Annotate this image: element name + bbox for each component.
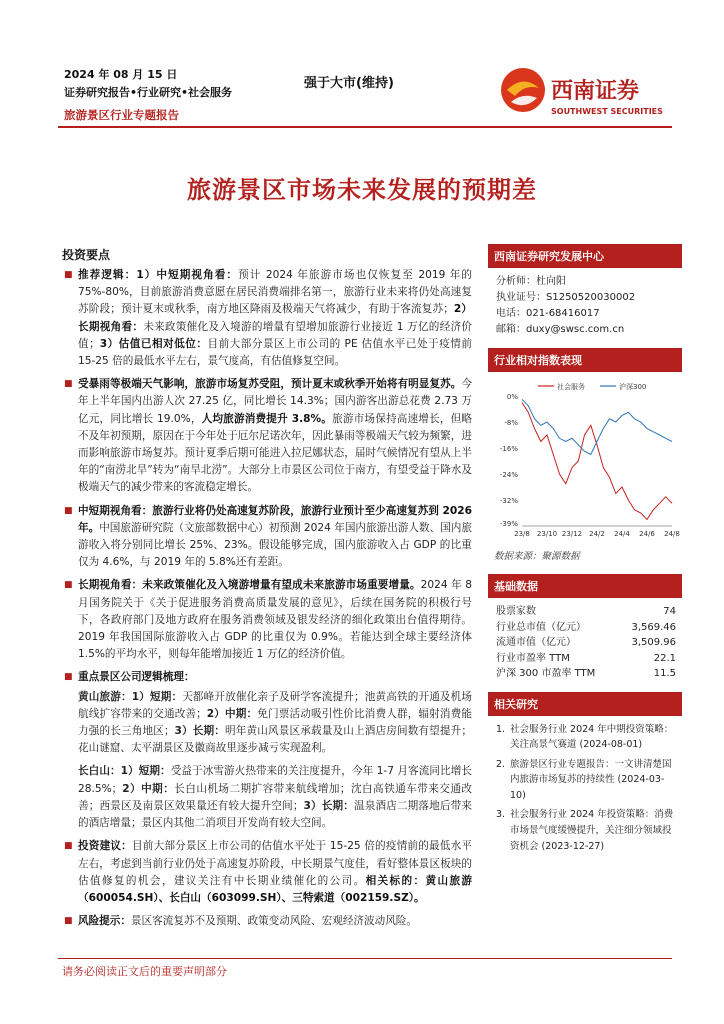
- header-divider: [58, 126, 672, 128]
- x-tick-label: 23/8: [514, 530, 530, 538]
- x-tick-label: 24/8: [664, 530, 680, 538]
- para-long-term: ■ 长期视角看：未来政策催化及入境游增量有望成未来旅游市场重要增量。2024 年 8 月国务院关于《关于促进服务消费高质量发展的意见》，后续在国务院的积极行号下，各政府部门及地方政府在服务消费领域及银发经济的细化政策出台值得期待。2019 年我国国际旅游收入占 GDP 的比重仅为 0.9%。若能达到全球主要经济体 1.5%的平均水平，则每年能增加接近 1 万亿的经济价值。: [64, 579, 473, 661]
- analyst-name: 分析师：杜向阳: [496, 276, 566, 287]
- logo-cn: 西南证券: [551, 79, 640, 104]
- stat-value: 22.1: [653, 652, 676, 664]
- x-tick-label: 24/2: [589, 530, 605, 538]
- analyst-license: 执业证号：S1250520030002: [496, 292, 636, 303]
- para-investment: ■ 投资建议：目前大部分景区上市公司的估值水平处于 15-25 倍的疫情前的最低水平左右，考虑到当前行业仍处于高速复苏阶段，中长期景气度佳，看好整体景区板块的估值修复的机会，建议关注有中长期业绩催化的公司。相关标的：黄山旅游（600054.SH）、长白山（603099.SH）、三特索道（002159.SZ）。: [64, 840, 473, 904]
- y-tick-label: -32%: [499, 497, 518, 505]
- report-category: 证券研究报告•行业研究•社会服务: [64, 86, 233, 99]
- related-title: 相关研究: [488, 692, 682, 716]
- top-strip: [0, 0, 724, 8]
- related-num: 1.: [496, 723, 506, 735]
- logo-mark-icon: [497, 66, 677, 122]
- x-tick-label: 24/6: [639, 530, 655, 538]
- analyst-phone: 电话：021-68416017: [496, 308, 600, 319]
- bullet-icon: ■: [64, 505, 73, 516]
- related-text: 旅游景区行业专题报告：一文讲清楚国内旅游市场复苏的持续性 (2024-03-10): [510, 758, 672, 801]
- para-companies-head: ■ 重点景区公司逻辑梳理：: [64, 671, 195, 684]
- para-short-term: ■ 中短期视角看：旅游行业将仍处高速复苏阶段，旅游行业预计至少高速复苏到 2026 年。中国旅游研究院（文旅部数据中心）初预测 2024 年国内旅游出游人数、国内旅游收入将分别同比增长 25%、23%。假设能够完成，国内旅游收入占 GDP 的比重仅为 4.6%，与 2019 年的 5.8%还有差距。: [64, 504, 472, 569]
- footer-divider: [58, 958, 672, 959]
- bullet-icon: ■: [64, 270, 73, 280]
- related-text: 社会服务行业 2024 年投资策略：消费市场景气度缓慢提升，关注细分领域投资机会 (2023-12-27): [510, 809, 674, 852]
- para-logic: ■ 推荐逻辑：1）中短期视角看：预计 2024 年旅游市场也仅恢复至 2019 年的 75%-80%，目前旅游消费意愿在居民消费端排名第一，旅游行业未来将仍处高速复苏阶段；预计夏末或秋季，南方地区降雨及极端天气将减少，有助于客流复苏；2）长期视角看：未来政策催化及入境游的增量有望增加旅游行业接近 1 万亿的经济价值；3）估值已相对低位：目前大部分景区上市公司的 PE 估值水平已处于疫情前 15-25 倍的最低水平左右，景气度高，有估值修复空间。: [64, 269, 473, 368]
- stat-label: 股票家数: [496, 606, 536, 617]
- related-num: 2.: [496, 758, 506, 770]
- x-tick-label: 23/12: [561, 530, 583, 538]
- bullet-icon: ■: [64, 672, 73, 683]
- series-line-0: [522, 403, 672, 520]
- stat-value: 3,569.46: [631, 621, 676, 633]
- page-title: 旅游景区市场未来发展的预期差: [187, 176, 537, 204]
- index-chart: [488, 378, 682, 546]
- index-title: 行业相对指数表现: [488, 348, 682, 372]
- legend-label-1: 沪深300: [619, 383, 647, 391]
- y-tick-label: -16%: [499, 445, 518, 453]
- y-tick-label: -24%: [499, 471, 518, 479]
- company-logo: [497, 66, 677, 122]
- main-column: [62, 246, 472, 936]
- stat-row: [488, 620, 682, 636]
- changbaishan-logic: 长白山：1）短期：受益于冰雪游火热带来的关注度提升，今年 1-7 月客流同比增长 28.5%；2）中期：长白山机场二期扩容带来航线增加；沈白高铁通车带来交通改善；西景区及南景区效果量还有较大提升空间；3）长期：温泉酒店二期落地后带来的酒店增量；景区内其他二消项目开发尚有较大空间。: [78, 765, 472, 830]
- stat-row: [488, 666, 682, 682]
- bullet-icon: ■: [64, 379, 73, 390]
- bullet-icon: ■: [64, 916, 73, 927]
- stat-row: [488, 651, 682, 667]
- stat-value: 11.5: [653, 668, 676, 679]
- report-subtitle: 旅游景区行业专题报告: [64, 108, 179, 122]
- y-tick-label: 0%: [506, 393, 518, 401]
- stat-row: [488, 604, 682, 620]
- related-item[interactable]: [488, 722, 682, 753]
- y-tick-label: -39%: [499, 519, 518, 528]
- stats-list: [488, 604, 682, 682]
- index-chart-svg: [488, 378, 682, 546]
- chart-source: 数据来源：聚源数据: [494, 551, 580, 562]
- report-date: 2024 年 08 月 15 日: [64, 68, 178, 81]
- stat-label: 行业市盈率 TTM: [496, 652, 570, 664]
- section-title: 投资要点: [62, 248, 111, 262]
- related-item[interactable]: [488, 757, 682, 804]
- basic-data-title: 基础数据: [488, 574, 682, 598]
- y-tick-label: -8%: [504, 419, 518, 427]
- related-text: 社会服务行业 2024 年中期投资策略：关注高景气赛道 (2024-08-01): [510, 723, 674, 751]
- analyst-email[interactable]: 邮箱：duxy@swsc.com.cn: [496, 324, 625, 335]
- legend-label-0: 社会服务: [557, 383, 585, 391]
- bullet-icon: ■: [64, 841, 73, 852]
- stat-label: 流通市值（亿元）: [496, 637, 576, 648]
- bullet-icon: ■: [64, 580, 73, 591]
- x-tick-label: 24/4: [614, 530, 630, 538]
- research-center-title: 西南证券研究发展中心: [488, 244, 682, 268]
- x-tick-label: 23/10: [536, 530, 558, 538]
- huangshan-logic: 黄山旅游：1）短期：天都峰开放催化亲子及研学客流提升；池黄高铁的开通及机场航线扩容带来的交通改善；2）中期：免门票活动吸引性价比消费人群，辐射消费能力强的长三角地区；3）长期：明年黄山风景区承载量及山上酒店房间数有望提升；花山谜窟、太平湖景区及徽商故里逐步减亏实现盈利。: [78, 690, 473, 755]
- rating: 强于大市(维持): [304, 76, 394, 91]
- stat-row: [488, 635, 682, 651]
- related-list: [488, 722, 682, 855]
- related-item[interactable]: [488, 807, 682, 854]
- sidebar: [488, 244, 682, 858]
- para-weather: ■ 受暴雨等极端天气影响，旅游市场复苏受阻，预计夏末或秋季开始将有明显复苏。今年上半年国内出游人次 27.25 亿，同比增长 14.3%；国内游客出游总花费 2.73 万亿元，同比增长 19.0%，人均旅游消费提升 3.8%。旅游市场保持高速增长，但略不及年初预期，原因在于今年处于厄尔尼诺次年，因此暴雨等极端天气较为频繁，进而影响旅游市场复苏。预计夏季后期可能进入拉尼娜状态，届时气候情况有望从上半年的“南涝北旱”转为“南旱北涝”。大部分上市景区公司位于南方，有望受益于降水及极端天气的减少带来的客流稳定增长。: [64, 378, 473, 494]
- logo-en: SOUTHWEST SECURITIES: [551, 107, 663, 116]
- footer-disclaimer: 请务必阅读正文后的重要声明部分: [62, 965, 227, 978]
- stat-label: 行业总市值（亿元）: [496, 621, 586, 633]
- stat-label: 沪深 300 市盈率 TTM: [496, 668, 596, 679]
- stat-value: 74: [663, 606, 676, 617]
- stat-value: 3,509.96: [631, 637, 676, 648]
- para-risk: ■ 风险提示：景区客流复苏不及预期、政策变动风险、宏观经济波动风险。: [64, 915, 417, 928]
- related-num: 3.: [496, 809, 506, 821]
